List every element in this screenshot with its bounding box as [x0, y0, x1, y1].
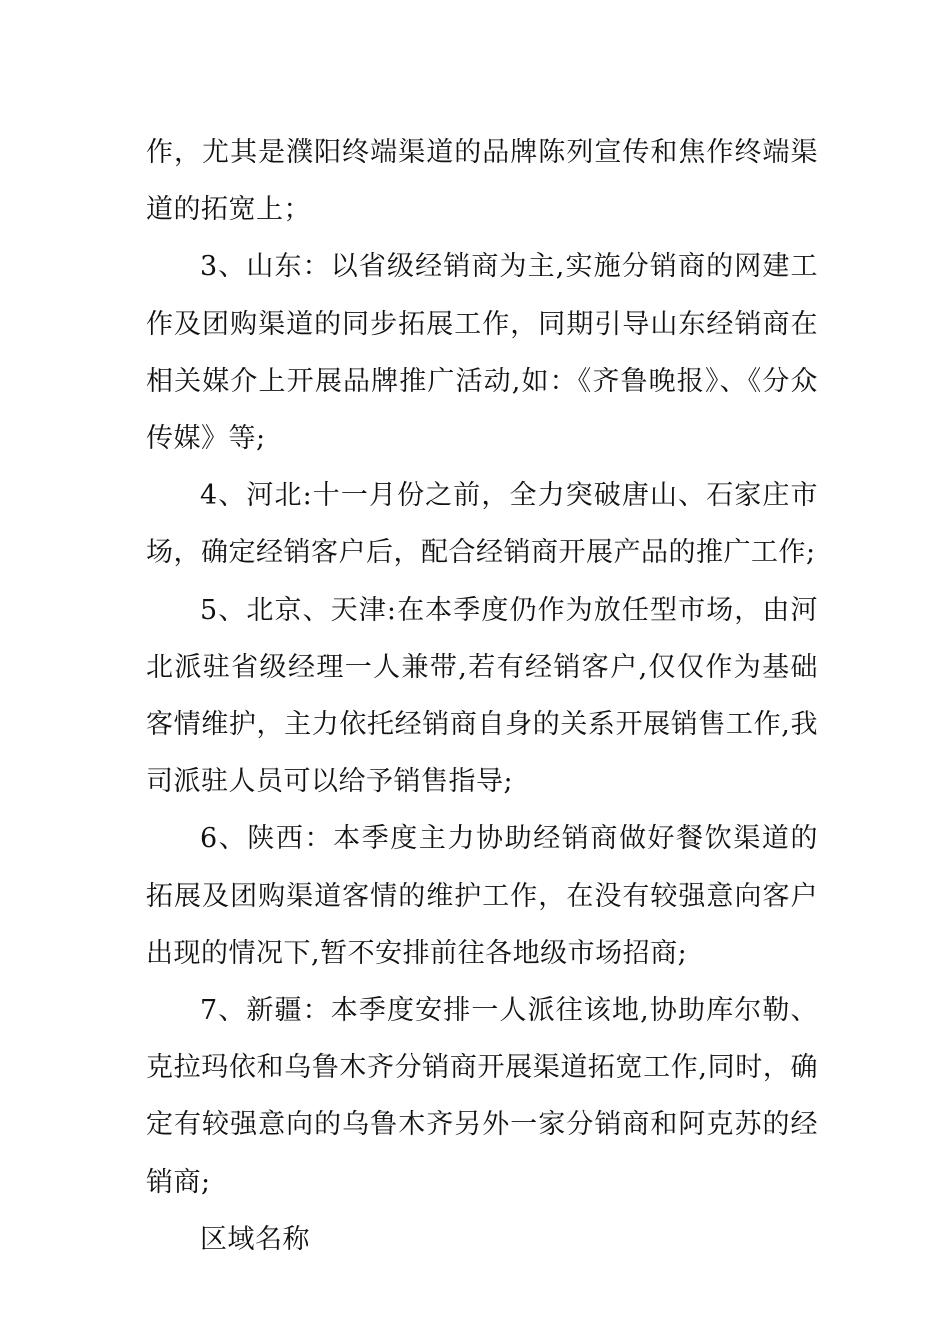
paragraph-shandong: 3、山东：以省级经销商为主,实施分销商的网建工作及团购渠道的同步拓展工作，同期引导山东经销商在相关媒介上开展品牌推广活动,如：《齐鲁晚报》、《分众传媒》等; [146, 251, 818, 455]
paragraph-beijing-tianjin: 5、北京、天津:在本季度仍作为放任型市场，由河北派驻省级经理一人兼带,若有经销客户,仅仅作为基础客情维护，主力依托经销商自身的关系开展销售工作,我司派驻人员可以给予销售指导; [146, 594, 818, 798]
paragraph-hebei: 4、河北:十一月份之前，全力突破唐山、石家庄市场，确定经销客户后，配合经销商开展产品的推广工作; [146, 480, 818, 569]
paragraph-continuation: 作，尤其是濮阳终端渠道的品牌陈列宣传和焦作终端渠道的拓宽上； [146, 137, 818, 226]
section-heading-region-name: 区域名称 [200, 1223, 310, 1255]
paragraph-shaanxi: 6、陕西：本季度主力协助经销商做好餐饮渠道的拓展及团购渠道客情的维护工作，在没有较强意向客户出现的情况下,暂不安排前往各地级市场招商; [146, 823, 818, 969]
paragraph-xinjiang: 7、新疆：本季度安排一人派往该地,协助库尔勒、克拉玛依和乌鲁木齐分销商开展渠道拓宽工作,同时，确定有较强意向的乌鲁木齐另外一家分销商和阿克苏的经销商; [146, 995, 818, 1198]
document-body [146, 124, 818, 1268]
